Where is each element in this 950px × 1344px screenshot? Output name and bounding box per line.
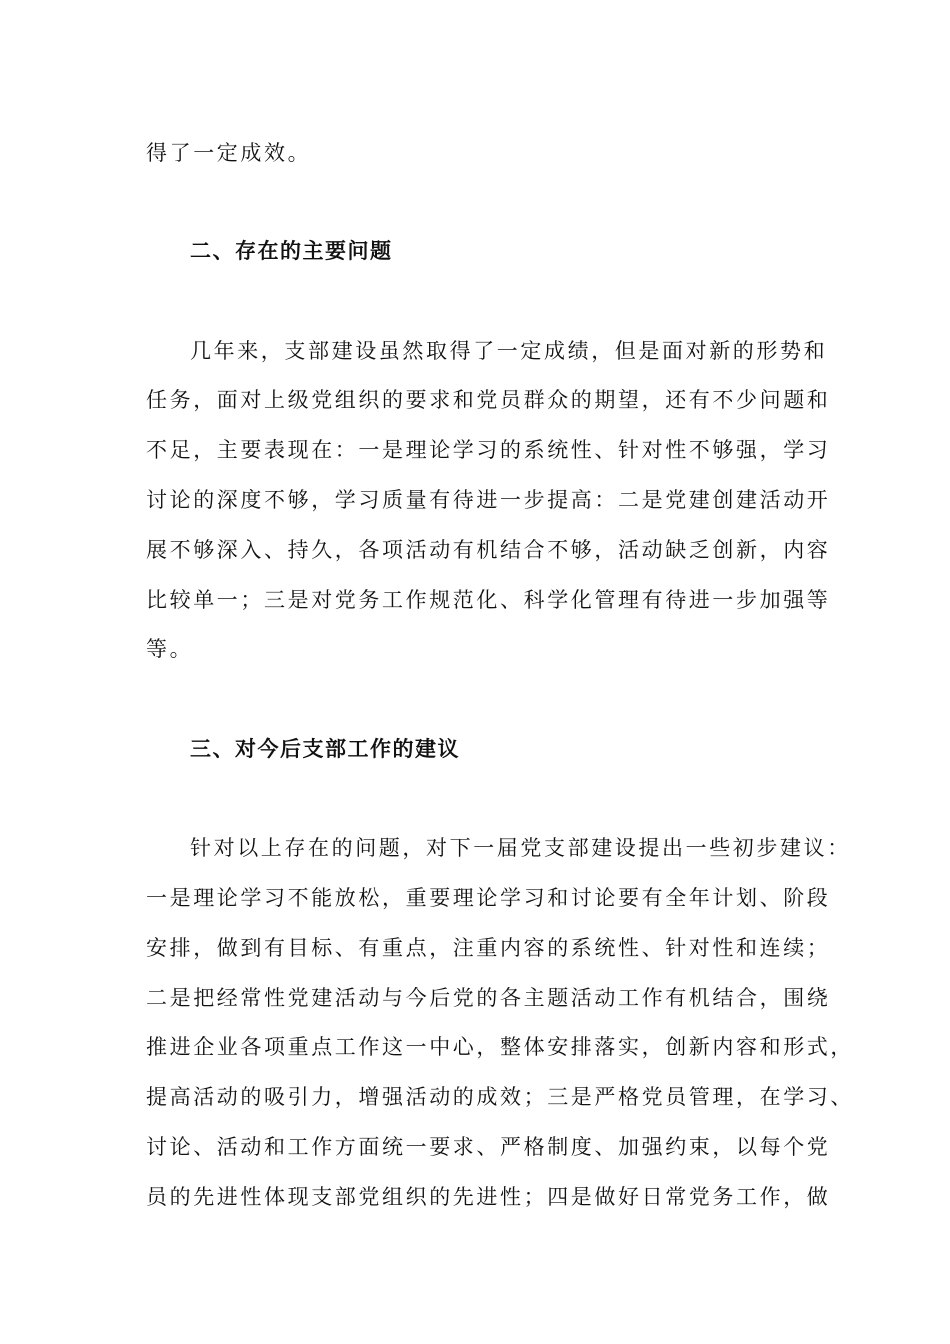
paragraph-line: 一是理论学习不能放松，重要理论学习和讨论要有全年计划、阶段 bbox=[146, 886, 831, 910]
paragraph-line: 员的先进性体现支部党组织的先进性；四是做好日常党务工作，做 bbox=[146, 1185, 831, 1209]
paragraph-line: 推进企业各项重点工作这一中心，整体安排落实，创新内容和形式， bbox=[146, 1035, 854, 1059]
paragraph-line: 讨论、活动和工作方面统一要求、严格制度、加强约束，以每个党 bbox=[146, 1135, 831, 1159]
paragraph-line: 任务，面对上级党组织的要求和党员群众的期望，还有不少问题和 bbox=[146, 388, 831, 412]
paragraph-line: 比较单一；三是对党务工作规范化、科学化管理有待进一步加强等 bbox=[146, 588, 831, 612]
section-2-heading: 二、存在的主要问题 bbox=[190, 239, 393, 263]
paragraph-line: 展不够深入、持久，各项活动有机结合不够，活动缺乏创新，内容 bbox=[146, 538, 831, 562]
paragraph-line: 不足，主要表现在：一是理论学习的系统性、针对性不够强，学习 bbox=[146, 438, 831, 462]
paragraph-line: 提高活动的吸引力，增强活动的成效；三是严格党员管理，在学习、 bbox=[146, 1085, 854, 1109]
section-3-heading: 三、对今后支部工作的建议 bbox=[190, 737, 460, 761]
paragraph-line: 二是把经常性党建活动与今后党的各主题活动工作有机结合，围绕 bbox=[146, 986, 831, 1010]
paragraph-line: 讨论的深度不够，学习质量有待进一步提高：二是党建创建活动开 bbox=[146, 488, 831, 512]
paragraph-line: 安排，做到有目标、有重点，注重内容的系统性、针对性和连续； bbox=[146, 936, 831, 960]
paragraph-line: 等。 bbox=[146, 637, 194, 661]
continuation-line: 得了一定成效。 bbox=[146, 141, 312, 165]
paragraph-line: 针对以上存在的问题，对下一届党支部建设提出一些初步建议： bbox=[190, 836, 851, 860]
paragraph-line: 几年来，支部建设虽然取得了一定成绩，但是面对新的形势和 bbox=[190, 339, 828, 363]
